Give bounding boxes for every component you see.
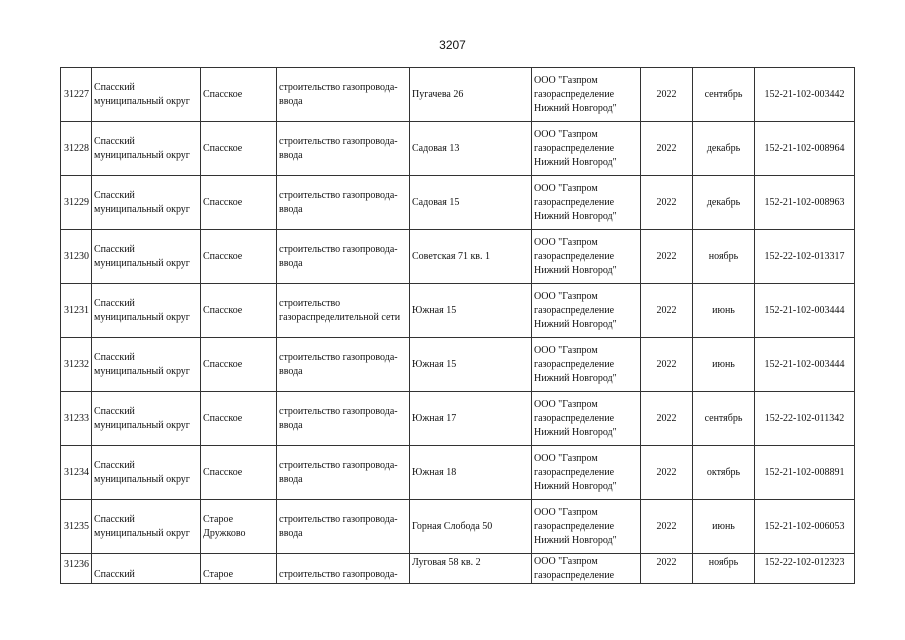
address-cell: Луговая 58 кв. 2 — [410, 554, 532, 584]
row-number: 31233 — [61, 392, 92, 446]
year-cell: 2022 — [641, 554, 693, 584]
address-cell: Советская 71 кв. 1 — [410, 230, 532, 284]
municipality-cell: Спасский муниципальный округ — [92, 338, 201, 392]
settlement-cell: Спасское — [201, 122, 277, 176]
address-cell: Южная 15 — [410, 284, 532, 338]
table-row — [61, 392, 855, 446]
request-code-cell: 152-22-102-011342 — [755, 392, 855, 446]
year-cell: 2022 — [641, 122, 693, 176]
year-cell: 2022 — [641, 500, 693, 554]
address-cell: Пугачева 26 — [410, 68, 532, 122]
organization-cell: ООО "Газпром газораспределение Нижний Новгород" — [532, 176, 641, 230]
month-cell: декабрь — [693, 122, 755, 176]
month-cell: октябрь — [693, 446, 755, 500]
organization-cell: ООО "Газпром газораспределение — [532, 554, 641, 584]
organization-cell: ООО "Газпром газораспределение Нижний Новгород" — [532, 392, 641, 446]
request-code-cell: 152-21-102-003444 — [755, 284, 855, 338]
municipality-cell: Спасский муниципальный округ — [92, 68, 201, 122]
organization-cell: ООО "Газпром газораспределение Нижний Новгород" — [532, 68, 641, 122]
work-type-cell: строительство газопровода- — [277, 554, 410, 584]
year-cell: 2022 — [641, 230, 693, 284]
year-cell: 2022 — [641, 446, 693, 500]
organization-cell: ООО "Газпром газораспределение Нижний Новгород" — [532, 500, 641, 554]
organization-cell: ООО "Газпром газораспределение Нижний Новгород" — [532, 284, 641, 338]
row-number: 31228 — [61, 122, 92, 176]
month-cell: июнь — [693, 500, 755, 554]
municipality-cell: Спасский муниципальный округ — [92, 176, 201, 230]
year-cell: 2022 — [641, 284, 693, 338]
table-row — [61, 68, 855, 122]
month-cell: сентябрь — [693, 68, 755, 122]
municipality-cell: Спасский муниципальный округ — [92, 122, 201, 176]
table-row — [61, 122, 855, 176]
request-code-cell: 152-22-102-012323 — [755, 554, 855, 584]
month-cell: ноябрь — [693, 230, 755, 284]
request-code-cell: 152-21-102-003444 — [755, 338, 855, 392]
table-row — [61, 500, 855, 554]
row-number: 31227 — [61, 68, 92, 122]
month-cell: ноябрь — [693, 554, 755, 584]
row-number: 31235 — [61, 500, 92, 554]
address-cell: Садовая 13 — [410, 122, 532, 176]
organization-cell: ООО "Газпром газораспределение Нижний Новгород" — [532, 122, 641, 176]
work-type-cell: строительство газопровода-ввода — [277, 446, 410, 500]
address-cell: Горная Слобода 50 — [410, 500, 532, 554]
work-type-cell: строительство газопровода-ввода — [277, 122, 410, 176]
request-code-cell: 152-21-102-006053 — [755, 500, 855, 554]
work-type-cell: строительство газопровода-ввода — [277, 500, 410, 554]
month-cell: июнь — [693, 284, 755, 338]
settlement-cell: Спасское — [201, 446, 277, 500]
request-code-cell: 152-21-102-003442 — [755, 68, 855, 122]
row-number: 31229 — [61, 176, 92, 230]
municipality-cell: Спасский муниципальный округ — [92, 392, 201, 446]
year-cell: 2022 — [641, 392, 693, 446]
settlement-cell: Спасское — [201, 68, 277, 122]
organization-cell: ООО "Газпром газораспределение Нижний Новгород" — [532, 230, 641, 284]
row-number: 31234 — [61, 446, 92, 500]
municipality-cell: Спасский муниципальный округ — [92, 446, 201, 500]
settlement-cell: Старое — [201, 554, 277, 584]
settlement-cell: Спасское — [201, 392, 277, 446]
municipality-cell: Спасский муниципальный округ — [92, 284, 201, 338]
address-cell: Южная 18 — [410, 446, 532, 500]
table-row — [61, 446, 855, 500]
settlement-cell: Старое Дружково — [201, 500, 277, 554]
year-cell: 2022 — [641, 338, 693, 392]
table-row — [61, 284, 855, 338]
row-number: 31236 — [61, 554, 92, 584]
table-row — [61, 554, 855, 584]
gas-connection-table — [60, 67, 855, 584]
page-number: 3207 — [439, 38, 466, 52]
address-cell: Южная 15 — [410, 338, 532, 392]
month-cell: июнь — [693, 338, 755, 392]
municipality-cell: Спасский муниципальный округ — [92, 500, 201, 554]
settlement-cell: Спасское — [201, 176, 277, 230]
row-number: 31230 — [61, 230, 92, 284]
municipality-cell: Спасский муниципальный округ — [92, 230, 201, 284]
work-type-cell: строительство газопровода-ввода — [277, 68, 410, 122]
table-row — [61, 176, 855, 230]
request-code-cell: 152-22-102-013317 — [755, 230, 855, 284]
year-cell: 2022 — [641, 176, 693, 230]
row-number: 31231 — [61, 284, 92, 338]
row-number: 31232 — [61, 338, 92, 392]
work-type-cell: строительство газопровода-ввода — [277, 176, 410, 230]
address-cell: Садовая 15 — [410, 176, 532, 230]
table-row — [61, 338, 855, 392]
table-row — [61, 230, 855, 284]
organization-cell: ООО "Газпром газораспределение Нижний Новгород" — [532, 446, 641, 500]
settlement-cell: Спасское — [201, 284, 277, 338]
organization-cell: ООО "Газпром газораспределение Нижний Новгород" — [532, 338, 641, 392]
work-type-cell: строительство газопровода-ввода — [277, 338, 410, 392]
work-type-cell: строительство газораспределительной сети — [277, 284, 410, 338]
request-code-cell: 152-21-102-008891 — [755, 446, 855, 500]
work-type-cell: строительство газопровода-ввода — [277, 392, 410, 446]
month-cell: декабрь — [693, 176, 755, 230]
month-cell: сентябрь — [693, 392, 755, 446]
settlement-cell: Спасское — [201, 338, 277, 392]
request-code-cell: 152-21-102-008963 — [755, 176, 855, 230]
year-cell: 2022 — [641, 68, 693, 122]
request-code-cell: 152-21-102-008964 — [755, 122, 855, 176]
address-cell: Южная 17 — [410, 392, 532, 446]
work-type-cell: строительство газопровода-ввода — [277, 230, 410, 284]
municipality-cell: Спасский — [92, 554, 201, 584]
settlement-cell: Спасское — [201, 230, 277, 284]
